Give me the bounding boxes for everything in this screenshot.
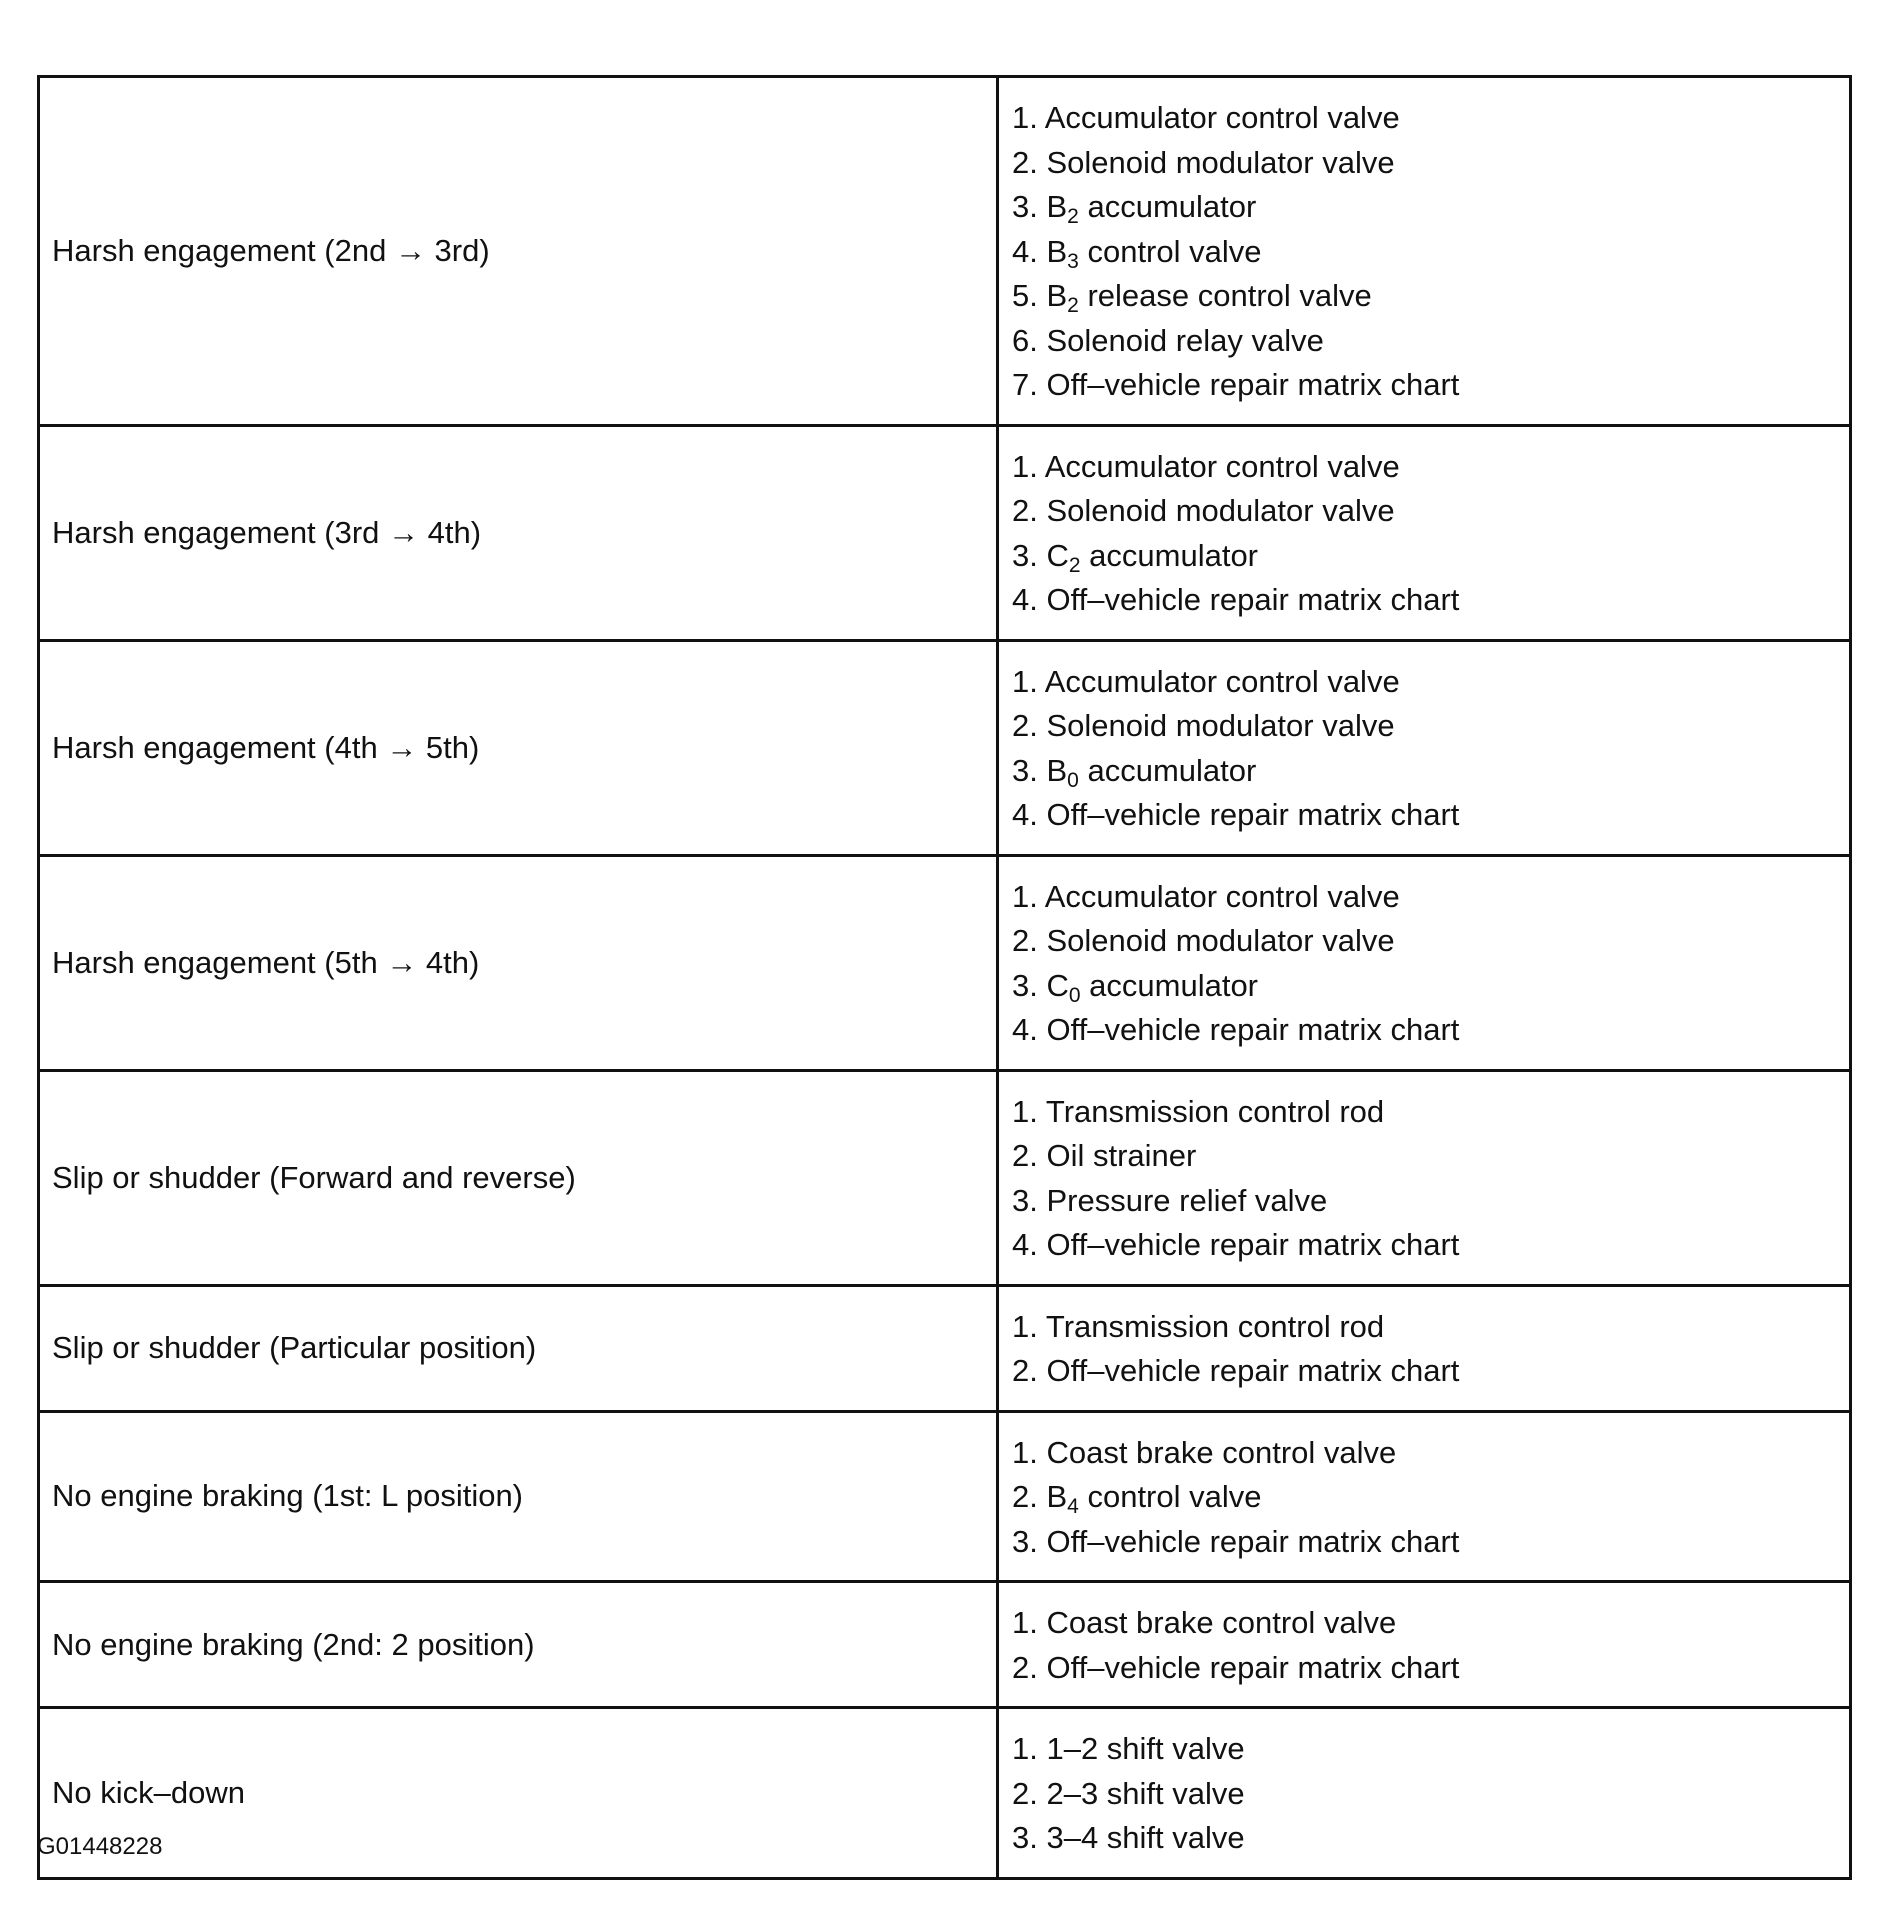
cause-item: 2. $B_4$ control valve xyxy=(1012,1479,1262,1518)
cause-item: 1. Coast brake control valve xyxy=(1012,1434,1397,1470)
causes-cell xyxy=(998,425,1851,640)
figure-id: G01448228 xyxy=(37,1833,163,1860)
cause-item: 3. Pressure relief valve xyxy=(1012,1182,1328,1218)
cause-item: 4. Off–vehicle repair matrix chart xyxy=(1012,1227,1460,1262)
cause-item: 4. $B_3$ control valve xyxy=(1012,233,1262,273)
symptom-cell: Harsh engagement (3rd → 4th) xyxy=(39,425,998,640)
table-body xyxy=(39,77,1851,1879)
cause-list xyxy=(1012,1413,1849,1581)
cause-item: 6. Solenoid relay valve xyxy=(1012,322,1324,358)
cause-item: 2. Solenoid modulator valve xyxy=(1012,923,1395,958)
cause-item: 1. Coast brake control valve xyxy=(1012,1605,1397,1640)
cause-item: 1. Transmission control rod xyxy=(1012,1093,1385,1129)
cause-list xyxy=(1012,1709,1849,1877)
cause-list xyxy=(1012,427,1849,639)
cause-item: 2. Solenoid modulator valve xyxy=(1012,493,1395,528)
table-row xyxy=(39,77,1851,426)
cause-item: 2. Solenoid modulator valve xyxy=(1012,708,1395,743)
cause-list xyxy=(1012,78,1849,424)
causes-cell xyxy=(998,1582,1851,1708)
symptom-cell: Slip or shudder (Forward and reverse) xyxy=(39,1070,998,1285)
cause-item: 2. Solenoid modulator valve xyxy=(1012,144,1395,180)
causes-cell xyxy=(998,1070,1851,1285)
cause-item: 4. Off–vehicle repair matrix chart xyxy=(1012,582,1460,617)
symptom-cell: Harsh engagement (4th → 5th) xyxy=(39,640,998,855)
cause-item: 3. $B_0$ accumulator xyxy=(1012,752,1257,792)
cause-list xyxy=(1012,857,1849,1069)
cause-item: 3. $C_0$ accumulator xyxy=(1012,967,1259,1007)
causes-cell xyxy=(998,1411,1851,1582)
table-row xyxy=(39,1708,1851,1879)
table-row xyxy=(39,1070,1851,1285)
cause-item: 4. Off–vehicle repair matrix chart xyxy=(1012,797,1460,832)
cause-item: 1. Accumulator control valve xyxy=(1012,100,1400,135)
cause-item: 1. 1–2 shift valve xyxy=(1012,1731,1245,1766)
causes-cell xyxy=(998,1285,1851,1411)
symptom-cell: No engine braking (2nd: 2 position) xyxy=(39,1582,998,1708)
cause-item: 1. Accumulator control valve xyxy=(1012,663,1400,699)
cause-item: 3. Off–vehicle repair matrix chart xyxy=(1012,1523,1460,1559)
cause-list xyxy=(1012,1583,1849,1706)
symptom-cell: No engine braking (1st: L position) xyxy=(39,1411,998,1582)
causes-cell xyxy=(998,1708,1851,1879)
cause-item: 3. $B_2$ accumulator xyxy=(1012,189,1257,228)
symptom-cell: Harsh engagement (5th → 4th) xyxy=(39,855,998,1070)
cause-item: 3. $C_2$ accumulator xyxy=(1012,537,1259,577)
cause-item: 2. 2–3 shift valve xyxy=(1012,1775,1245,1811)
cause-item: 7. Off–vehicle repair matrix chart xyxy=(1012,367,1460,402)
diagnosis-table xyxy=(37,75,1852,1880)
symptom-cell: No kick–down xyxy=(39,1708,998,1879)
cause-item: 1. Accumulator control valve xyxy=(1012,878,1400,914)
table-row xyxy=(39,1582,1851,1708)
cause-list xyxy=(1012,642,1849,854)
cause-item: 2. Off–vehicle repair matrix chart xyxy=(1012,1649,1460,1685)
table-row xyxy=(39,855,1851,1070)
cause-item: 2. Oil strainer xyxy=(1012,1138,1197,1173)
table-row xyxy=(39,1411,1851,1582)
symptom-cell: Slip or shudder (Particular position) xyxy=(39,1285,998,1411)
cause-item: 5. $B_2$ release control valve xyxy=(1012,278,1372,317)
causes-cell xyxy=(998,855,1851,1070)
causes-cell xyxy=(998,640,1851,855)
table-row xyxy=(39,425,1851,640)
causes-cell xyxy=(998,77,1851,426)
cause-item: 2. Off–vehicle repair matrix chart xyxy=(1012,1353,1460,1388)
cause-item: 3. 3–4 shift valve xyxy=(1012,1820,1245,1855)
cause-item: 1. Transmission control rod xyxy=(1012,1308,1385,1344)
cause-list xyxy=(1012,1072,1849,1284)
table-row xyxy=(39,1285,1851,1411)
cause-item: 4. Off–vehicle repair matrix chart xyxy=(1012,1012,1460,1047)
table-row xyxy=(39,640,1851,855)
symptom-cell: Harsh engagement (2nd → 3rd) xyxy=(39,77,998,426)
cause-item: 1. Accumulator control valve xyxy=(1012,448,1400,484)
cause-list xyxy=(1012,1287,1849,1410)
